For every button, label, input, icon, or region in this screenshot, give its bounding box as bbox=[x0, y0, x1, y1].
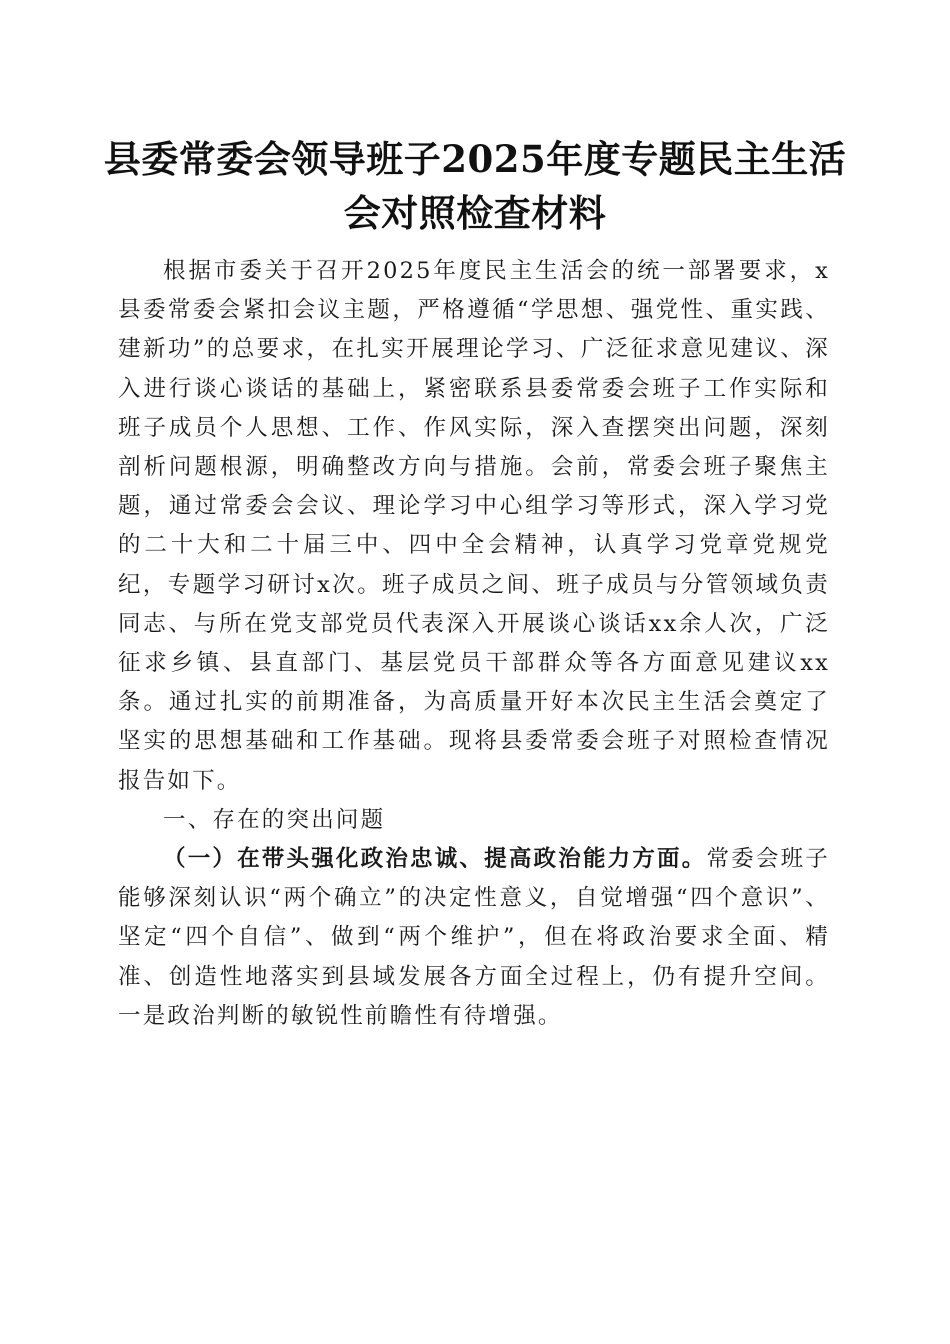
subsection-paragraph bbox=[118, 840, 830, 1036]
document-body bbox=[118, 252, 830, 1036]
subsection-text: 常委会班子能够深刻认识“两个确立”的决定性意义，自觉增强“四个意识”、坚定“四个自信”、做到“两个维护”，但在将政治要求全面、精准、创造性地落实到县域发展各方面全过程上，仍有提升空间。一是政治判断的敏锐性前瞻性有待增强。 bbox=[118, 846, 830, 1029]
document-title: 县委常委会领导班子2025年度专题民主生活会对照检查材料 bbox=[103, 137, 847, 235]
intro-paragraph: 根据市委关于召开2025年度民主生活会的统一部署要求，x县委常委会紧扣会议主题，严格遵循“学思想、强党性、重实践、建新功”的总要求，在扎实开展理论学习、广泛征求意见建议、深入进行谈心谈话的基础上，紧密联系县委常委会班子工作实际和班子成员个人思想、工作、作风实际，深入查摆突出问题，深刻剖析问题根源，明确整改方向与措施。会前，常委会班子聚焦主题，通过常委会会议、理论学习中心组学习等形式，深入学习党的二十大和二十届三中、四中全会精神，认真学习党章党规党纪，专题学习研讨x次。班子成员之间、班子成员与分管领域负责同志、与所在党支部党员代表深入开展谈心谈话xx余人次，广泛征求乡镇、县直部门、基层党员干部群众等各方面意见建议xx条。通过扎实的前期准备，为高质量开好本次民主生活会奠定了坚实的思想基础和工作基础。现将县委常委会班子对照检查情况报告如下。 bbox=[118, 258, 830, 794]
subsection-heading: （一）在带头强化政治忠诚、提高政治能力方面。 bbox=[163, 846, 707, 873]
section-heading-problems: 一、存在的突出问题 bbox=[163, 806, 386, 833]
